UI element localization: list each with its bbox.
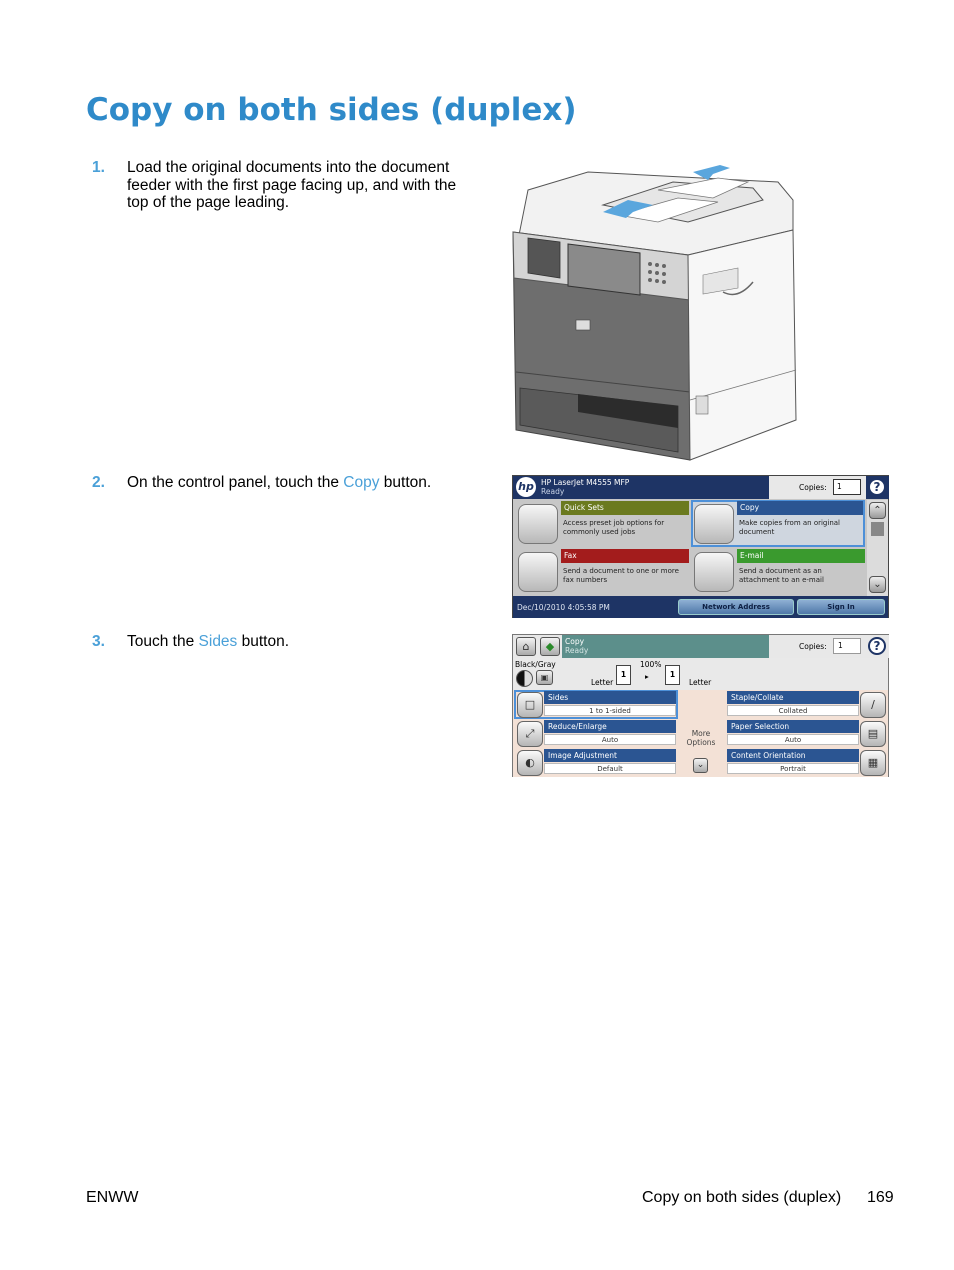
help-button[interactable]: ? [868, 637, 886, 655]
page-title: Copy on both sides (duplex) [86, 92, 577, 128]
orientation-icon: ▦ [860, 750, 886, 776]
tile-desc: Make copies from an original document [739, 519, 840, 536]
tile-title: E-mail [737, 549, 865, 563]
page-number: 169 [867, 1189, 894, 1206]
option-value: Default [544, 763, 676, 774]
tile-desc: Send a document as an attachment to an e-mail [739, 567, 824, 584]
sides-icon: □ [517, 692, 543, 718]
option-label: Content Orientation [727, 749, 859, 762]
zoom-level: 100% [640, 660, 662, 669]
copies-input[interactable]: 1 [833, 638, 861, 654]
option-value: Auto [727, 734, 859, 745]
paper-icon: ▤ [860, 721, 886, 747]
help-area [866, 476, 889, 499]
scrollbar[interactable] [867, 500, 888, 596]
arrow-right-icon: ▸ [645, 672, 649, 681]
home-icon[interactable]: ⌂ [516, 637, 536, 656]
scroll-up-icon[interactable]: ⌃ [869, 502, 886, 519]
dest-page: 1 [665, 665, 680, 685]
scan-preview-icon[interactable]: ▣ [536, 670, 553, 685]
color-mode-label: Black/Gray [515, 660, 556, 669]
device-name: HP LaserJet M4555 MFP [541, 478, 630, 487]
email-icon [694, 552, 734, 592]
more-options-label: More Options [686, 729, 716, 747]
copies-label: Copies: [799, 483, 827, 492]
tile-desc: Access preset job options for commonly used jobs [563, 519, 665, 536]
header-bar [562, 635, 769, 658]
footer-left: ENWW [86, 1189, 139, 1206]
option-label: Sides [544, 691, 676, 704]
step-text: Load the original documents into the document feeder with the first page facing up, and with the top of the page leading. [127, 159, 457, 211]
option-value: Auto [544, 734, 676, 745]
step-number: 3. [92, 633, 105, 650]
network-address-button[interactable]: Network Address [678, 599, 794, 615]
step-text-post: button. [237, 633, 290, 650]
option-label: Staple/Collate [727, 691, 859, 704]
footer-bar [513, 596, 888, 618]
help-area [866, 635, 889, 658]
copies-label: Copies: [799, 642, 827, 651]
option-value: 1 to 1-sided [544, 705, 676, 716]
option-label: Paper Selection [727, 720, 859, 733]
chevron-down-icon[interactable]: ⌄ [693, 758, 708, 773]
control-panel-home-screen [512, 475, 889, 618]
screen-title: Copy [565, 637, 585, 646]
screen-status: Ready [565, 646, 589, 655]
tile-title: Quick Sets [561, 501, 689, 515]
tile-title: Copy [737, 501, 863, 515]
start-copy-icon[interactable]: ◆ [540, 637, 560, 656]
option-label: Reduce/Enlarge [544, 720, 676, 733]
scroll-thumb[interactable] [871, 522, 884, 536]
tile-title: Fax [561, 549, 689, 563]
control-panel-copy-screen [512, 634, 889, 777]
image-adjustment-icon: ◐ [517, 750, 543, 776]
step-text-pre: Touch the [127, 633, 199, 650]
fax-icon [518, 552, 558, 592]
color-mode-icon[interactable] [516, 670, 533, 687]
copies-area [769, 476, 866, 499]
scroll-down-icon[interactable]: ⌄ [869, 576, 886, 593]
option-label: Image Adjustment [544, 749, 676, 762]
device-status: Ready [541, 487, 565, 496]
copies-input[interactable]: 1 [833, 479, 861, 495]
source-size: Letter [591, 678, 614, 687]
quick-sets-icon [518, 504, 558, 544]
reduce-enlarge-icon: ⤢ [517, 721, 543, 747]
tile-desc: Send a document to one or more fax numbers [563, 567, 679, 584]
printer-illustration [508, 160, 800, 462]
copy-icon [694, 504, 734, 544]
staple-icon: ∕ [860, 692, 886, 718]
step-text [127, 474, 467, 492]
copy-link[interactable]: Copy [343, 474, 380, 491]
option-value: Portrait [727, 763, 859, 774]
step-text-pre: On the control panel, touch the [127, 474, 344, 491]
help-button[interactable]: ? [868, 478, 886, 496]
datetime: Dec/10/2010 4:05:58 PM [517, 603, 610, 612]
step-text [127, 633, 467, 651]
footer-section-title: Copy on both sides (duplex) [642, 1189, 842, 1206]
step-number: 2. [92, 474, 105, 491]
source-page: 1 [616, 665, 631, 685]
step-number: 1. [92, 159, 105, 176]
header-bar [513, 476, 769, 499]
hp-logo-icon: hp [516, 477, 536, 497]
option-value: Collated [727, 705, 859, 716]
dest-size: Letter [689, 678, 712, 687]
copies-area [769, 635, 866, 658]
sides-link[interactable]: Sides [198, 633, 238, 650]
step-text-post: button. [379, 474, 432, 491]
sign-in-button[interactable]: Sign In [797, 599, 885, 615]
